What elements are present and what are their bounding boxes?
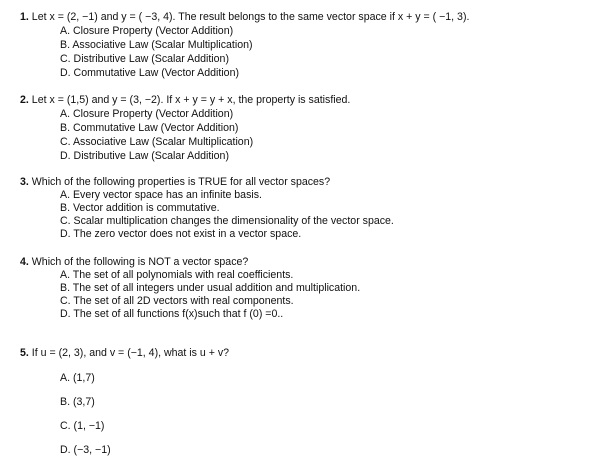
question-5-option-c: C. (1, −1)	[60, 420, 105, 432]
question-3-option-b: B. Vector addition is commutative.	[60, 202, 220, 214]
question-2-number: 2.	[20, 94, 29, 106]
question-5-option-d: D. (−3, −1)	[60, 444, 111, 456]
question-1-text: Let x = (2, −1) and y = ( −3, 4). The result belongs to the same vector space if x + y = ( −1, 3).	[31, 11, 470, 23]
question-1-option-d: D. Commutative Law (Vector Addition)	[60, 67, 239, 79]
question-3-option-c: C. Scalar multiplication changes the dimensionality of the vector space.	[60, 215, 394, 227]
question-5-number: 5.	[20, 347, 29, 359]
question-2-option-c: C. Associative Law (Scalar Multiplication)	[60, 136, 254, 148]
question-5-stem	[20, 347, 229, 360]
question-4-option-b: B. The set of all integers under usual addition and multiplication.	[60, 282, 361, 294]
question-4-option-c: C. The set of all 2D vectors with real components.	[60, 295, 294, 307]
question-1-number: 1.	[20, 11, 29, 23]
question-2-text: Let x = (1,5) and y = (3, −2). If x + y = y + x, the property is satisfied.	[31, 94, 351, 106]
question-4-option-a: A. The set of all polynomials with real coefficients.	[60, 269, 294, 281]
question-5-option-b: B. (3,7)	[60, 396, 95, 408]
question-3-number: 3.	[20, 176, 29, 188]
question-2-option-d: D. Distributive Law (Scalar Addition)	[60, 150, 229, 162]
question-4-text: Which of the following is NOT a vector space?	[31, 256, 249, 268]
question-3-option-a: A. Every vector space has an infinite basis.	[60, 189, 262, 201]
question-5-option-a: A. (1,7)	[60, 372, 95, 384]
question-2-option-b: B. Commutative Law (Vector Addition)	[60, 122, 239, 134]
question-3-text: Which of the following properties is TRUE for all vector spaces?	[31, 176, 331, 188]
question-1-option-b: B. Associative Law (Scalar Multiplication)	[60, 39, 253, 51]
question-5-text: If u = (2, 3), and v = (−1, 4), what is u + v?	[31, 347, 230, 359]
question-4-stem	[20, 256, 248, 269]
question-4-option-d: D. The set of all functions f(x)such that f (0) =0..	[60, 308, 284, 320]
question-1-option-c: C. Distributive Law (Scalar Addition)	[60, 53, 229, 65]
question-3-stem	[20, 176, 330, 189]
question-3-option-d: D. The zero vector does not exist in a vector space.	[60, 228, 302, 240]
question-1-stem	[20, 11, 469, 24]
question-2-option-a: A. Closure Property (Vector Addition)	[60, 108, 234, 120]
question-4-number: 4.	[20, 256, 29, 268]
question-2-stem	[20, 94, 350, 107]
question-1-option-a: A. Closure Property (Vector Addition)	[60, 25, 234, 37]
